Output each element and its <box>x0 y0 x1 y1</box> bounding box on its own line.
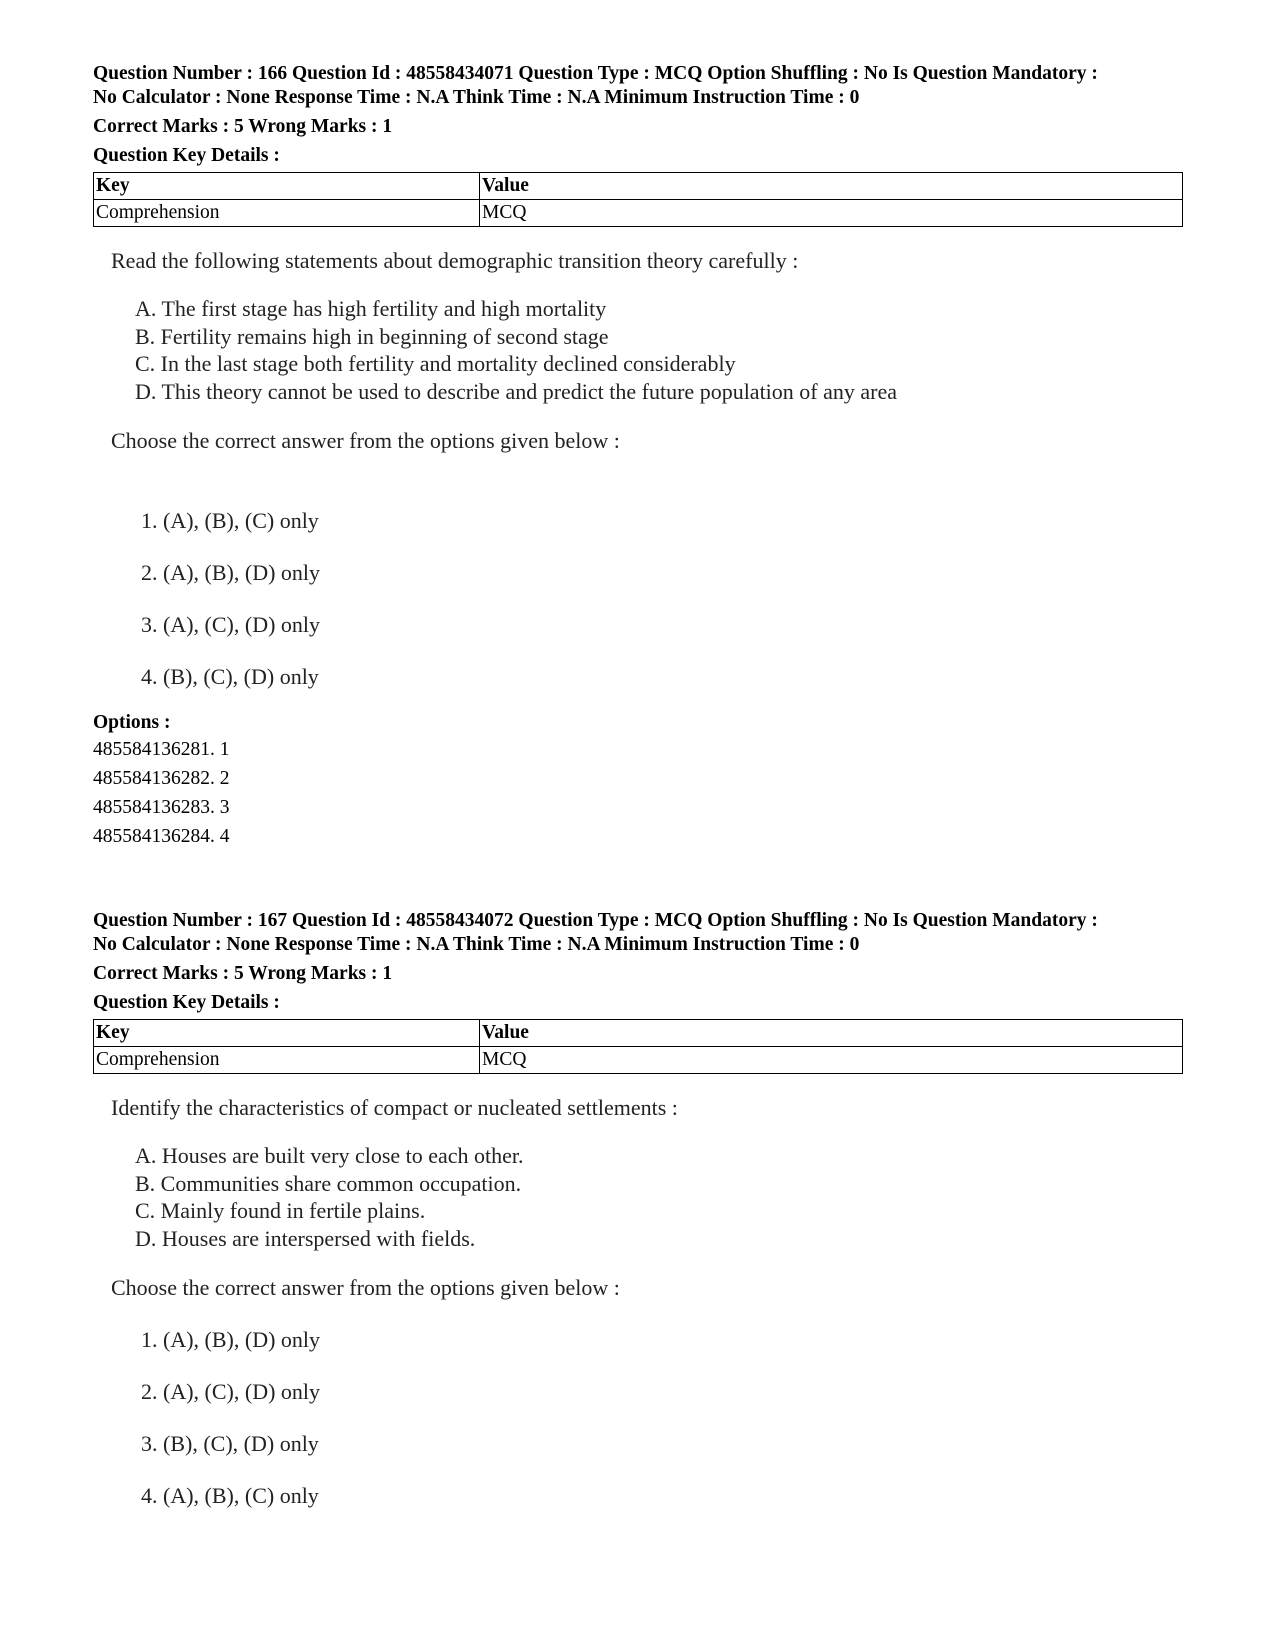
question-stem: Identify the characteristics of compact or nucleated settlements : <box>111 1095 678 1120</box>
answer-choice-4: 4. (B), (C), (D) only <box>141 664 319 689</box>
header-value: Value <box>480 173 1183 200</box>
choose-instruction: Choose the correct answer from the options given below : <box>111 428 620 453</box>
answer-choice-3: 3. (B), (C), (D) only <box>141 1431 319 1456</box>
cell-value: MCQ <box>480 1047 1183 1074</box>
statement-c: C. Mainly found in fertile plains. <box>135 1198 426 1223</box>
option-item: 485584136281. 1 <box>93 739 230 760</box>
header-value: Value <box>480 1020 1183 1047</box>
key-details-label: Question Key Details : <box>93 992 280 1013</box>
header-key: Key <box>94 1020 480 1047</box>
option-item: 485584136283. 3 <box>93 797 230 818</box>
table-header-row <box>94 173 1183 200</box>
question-meta-line-1: Question Number : 166 Question Id : 48558434071 Question Type : MCQ Option Shuffling : No Is Question Mandatory : <box>93 63 1098 84</box>
marks-line: Correct Marks : 5 Wrong Marks : 1 <box>93 116 393 137</box>
answer-choice-4: 4. (A), (B), (C) only <box>141 1483 319 1508</box>
answer-choice-1: 1. (A), (B), (C) only <box>141 508 319 533</box>
statement-c: C. In the last stage both fertility and mortality declined considerably <box>135 351 736 376</box>
statement-a: A. Houses are built very close to each other. <box>135 1143 524 1168</box>
table-header-row <box>94 1020 1183 1047</box>
statement-d: D. This theory cannot be used to describe and predict the future population of any area <box>135 378 898 404</box>
key-details-label: Question Key Details : <box>93 145 280 166</box>
answer-choice-1: 1. (A), (B), (D) only <box>141 1327 321 1352</box>
answer-choice-3: 3. (A), (C), (D) only <box>141 612 321 637</box>
question-stem: Read the following statements about demographic transition theory carefully : <box>111 248 799 273</box>
statement-a: A. The first stage has high fertility and high mortality <box>135 296 607 321</box>
cell-key: Comprehension <box>94 200 480 227</box>
statement-list <box>135 1142 1183 1252</box>
table-row <box>94 200 1183 227</box>
question-meta-line-1: Question Number : 167 Question Id : 48558434072 Question Type : MCQ Option Shuffling : No Is Question Mandatory : <box>93 910 1098 931</box>
header-key: Key <box>94 173 480 200</box>
table-row <box>94 1047 1183 1074</box>
option-item: 485584136282. 2 <box>93 768 230 789</box>
question-167 <box>93 909 1183 1510</box>
cell-key: Comprehension <box>94 1047 480 1074</box>
options-label: Options : <box>93 712 171 733</box>
statement-b: B. Fertility remains high in beginning of second stage <box>135 323 609 349</box>
question-meta-line-2: No Calculator : None Response Time : N.A Think Time : N.A Minimum Instruction Time : 0 <box>93 934 860 955</box>
question-166 <box>93 62 1183 851</box>
choose-instruction: Choose the correct answer from the options given below : <box>111 1275 620 1300</box>
marks-line: Correct Marks : 5 Wrong Marks : 1 <box>93 963 393 984</box>
option-item: 485584136284. 4 <box>93 826 230 847</box>
key-details-table <box>93 172 1183 227</box>
statement-list <box>135 295 1183 405</box>
answer-choice-2: 2. (A), (B), (D) only <box>141 560 321 585</box>
question-meta-line-2: No Calculator : None Response Time : N.A Think Time : N.A Minimum Instruction Time : 0 <box>93 87 860 108</box>
key-details-table <box>93 1019 1183 1074</box>
cell-value: MCQ <box>480 200 1183 227</box>
statement-d: D. Houses are interspersed with fields. <box>135 1225 476 1251</box>
statement-b: B. Communities share common occupation. <box>135 1170 522 1196</box>
answer-choice-2: 2. (A), (C), (D) only <box>141 1379 321 1404</box>
